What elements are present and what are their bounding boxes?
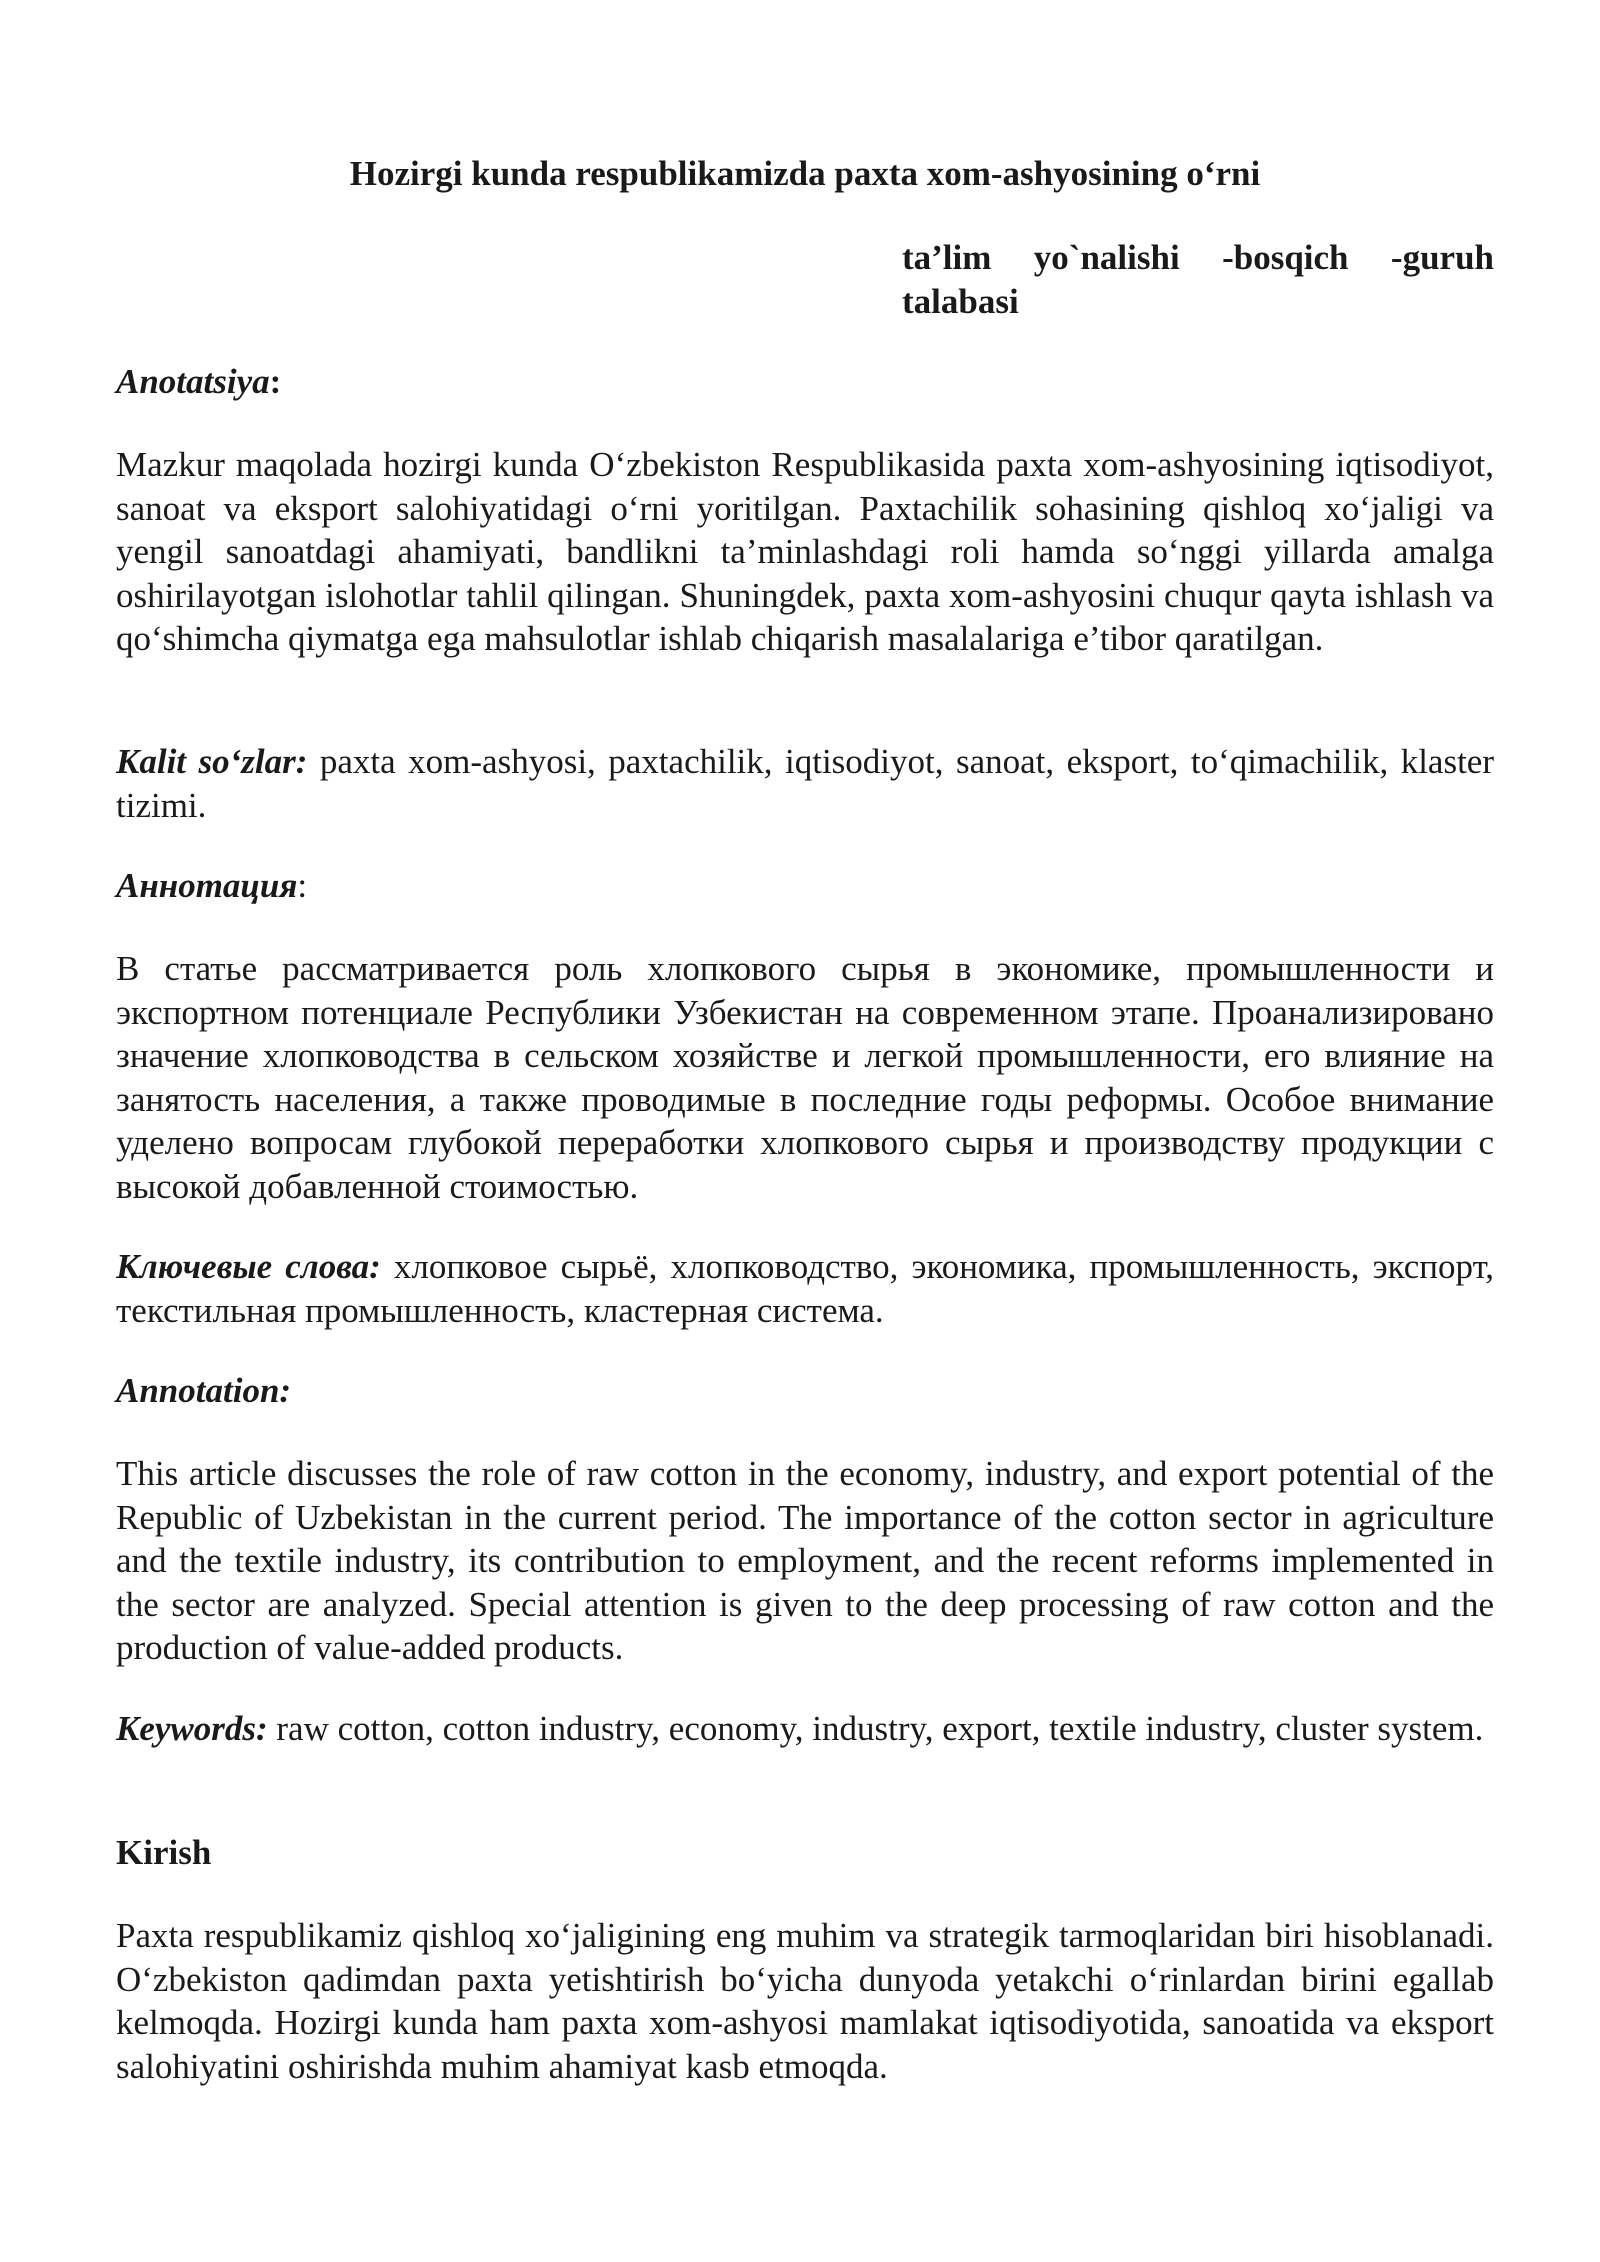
en-abstract: This article discusses the role of raw cotton in the economy, industry, and export potential of the Republic of Uzbekistan in the current period. The importance of the cotton sector in agriculture and the textile industry, its contribution to employment, and the recent reforms implemented in the sector are analyzed. Special attention is given to the deep processing of raw cotton and the production of value-added products. [116, 1454, 1494, 1667]
en-keywords [116, 1707, 1494, 1751]
en-keywords-label: Keywords: [116, 1709, 268, 1748]
ru-abstract: В статье рассматривается роль хлопкового сырья в экономике, промышленности и экспортном потенциале Республики Узбекистан на современном этапе. Проанализировано значение хлопководства в сельском хозяйстве и легкой промышленности, его влияние на занятость населения, а также проводимые в последние годы реформы. Особое внимание уделено вопросам глубокой переработки хлопкового сырья и производству продукции с высокой добавленной стоимостью. [116, 949, 1494, 1206]
uz-abstract: Mazkur maqolada hozirgi kunda O‘zbekiston Respublikasida paxta xom-ashyosining iqtisodiyot, sanoat va eksport salohiyatidagi o‘rni yoritilgan. Paxtachilik sohasining qishloq xo‘jaligi va yengil sanoatdagi ahamiyati, bandlikni ta’minlashdagi roli hamda so‘nggi yillarda amalga oshirilayotgan islohotlar tahlil qilingan. Shuningdek, paxta xom-ashyosini chuqur qayta ishlash va qo‘shimcha qiymatga ega mahsulotlar ishlab chiqarish masalalariga e’tibor qaratilgan. [116, 445, 1494, 658]
ru-keywords [116, 1245, 1494, 1332]
author-affiliation: ta’lim yo`nalishi -bosqich -guruh talabasi [902, 238, 1494, 321]
ru-annotation-heading [116, 864, 1494, 908]
uz-annotation-heading [116, 360, 1494, 404]
ru-keywords-label: Ключевые слова: [116, 1247, 381, 1286]
en-keywords-text: raw cotton, cotton industry, economy, industry, export, textile industry, cluster system. [267, 1709, 1484, 1748]
intro-heading: Kirish [116, 1833, 212, 1872]
ru-annotation-heading-label: Аннотация [116, 866, 298, 905]
ru-keywords-text: хлопковое сырьё, хлопководство, экономика, промышленность, экспорт, текстильная промышленность, кластерная система. [116, 1247, 1494, 1330]
document-title: Hozirgi kunda respublikamizda paxta xom-ashyosining o‘rni [349, 154, 1261, 193]
en-annotation-heading: Annotation: [116, 1371, 292, 1410]
uz-annotation-heading-label: Anotatsiya [116, 362, 270, 401]
uz-keywords-label: Kalit so‘zlar: [116, 742, 308, 781]
uz-annotation-heading-colon: : [269, 362, 282, 401]
ru-annotation-heading-colon: : [297, 866, 308, 905]
intro-paragraph: Paxta respublikamiz qishloq xo‘jaligining eng muhim va strategik tarmoqlaridan biri hisoblanadi. O‘zbekiston qadimdan paxta yetishtirish bo‘yicha dunyoda yetakchi o‘rinlardan birini egallab kelmoqda. Hozirgi kunda ham paxta xom-ashyosi mamlakat iqtisodiyotida, sanoatida va eksport salohiyatini oshirishda muhim ahamiyat kasb etmoqda. [116, 1916, 1494, 2086]
uz-keywords-text: paxta xom-ashyosi, paxtachilik, iqtisodiyot, sanoat, eksport, to‘qimachilik, klaster tizimi. [116, 742, 1494, 825]
uz-keywords [116, 740, 1494, 827]
